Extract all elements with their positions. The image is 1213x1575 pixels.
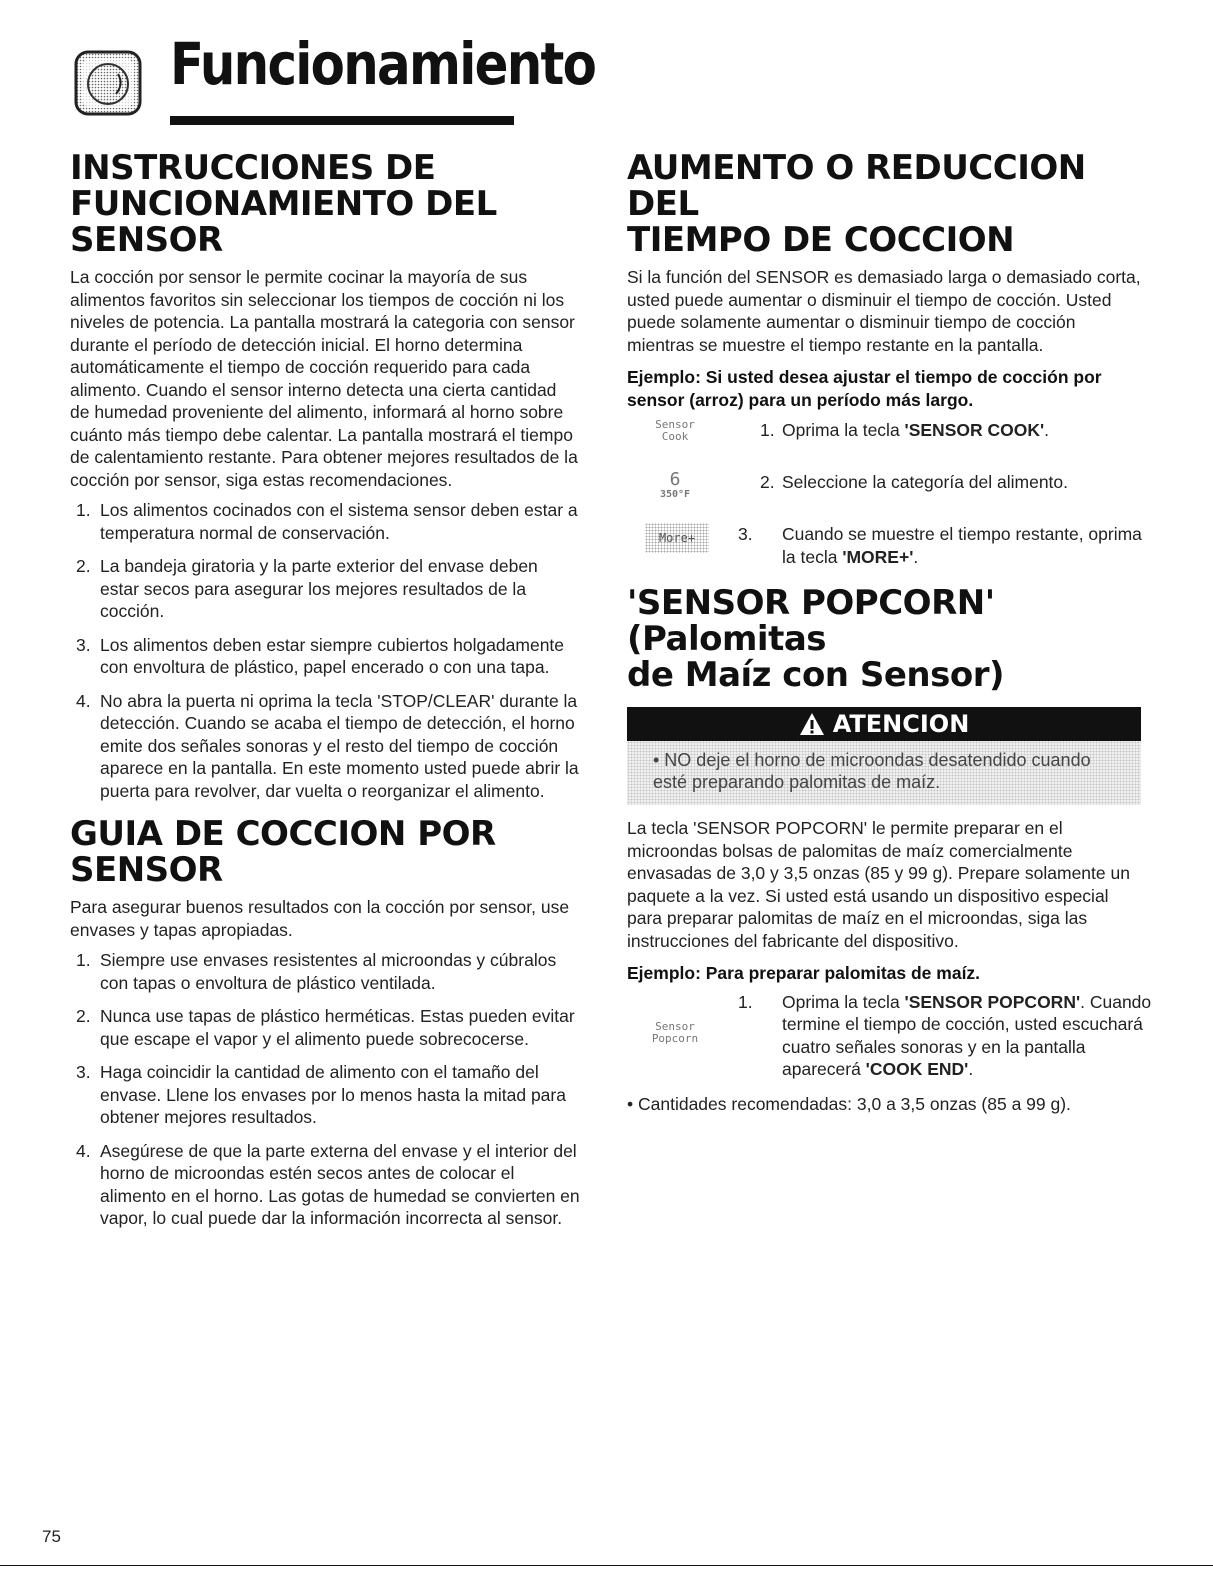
sensor-popcorn-heading (627, 585, 1147, 693)
display-message: 'COOK END' (865, 1059, 969, 1079)
left-column (70, 150, 580, 1241)
heading-line: SENSOR (70, 850, 223, 890)
item-text: La bandeja giratoria y la parte exterior del envase deben estar secos para asegurar los mejores resultados de la cocción. (100, 556, 538, 621)
step-text (760, 471, 1150, 494)
step-text-part: Seleccione la categoría del alimento. (782, 472, 1069, 492)
adjust-cooking-time-example: Ejemplo: Si usted desea ajustar el tiempo de cocción por sensor (arroz) para un período más largo. (627, 367, 1102, 410)
sensor-cooking-guide-heading (70, 816, 580, 888)
display-digit: 6 (669, 469, 681, 490)
item-text: Haga coincidir la cantidad de alimento con el tamaño del envase. Llene los envases por lo menos hasta la mitad para obtener mejores resultados. (100, 1062, 566, 1127)
sensor-instructions-section (70, 150, 580, 802)
list-item (70, 499, 580, 544)
recommended-quantities: • Cantidades recomendadas: 3,0 a 3,5 onzas (85 a 99 g). (627, 1093, 1071, 1114)
item-text: No abra la puerta ni oprima la tecla 'STOP/CLEAR' durante la detección. Cuando se acaba el tiempo de detección, el horno emite dos señales sonoras y el resto del tiempo de cocción aparece en la pantalla. En este momento usted puede abrir la puerta para revolver, dar vuelta o reorganizar el alimento. (100, 690, 579, 801)
display-icon (635, 471, 715, 501)
bottom-rule (0, 1565, 1213, 1566)
warning-triangle-icon (799, 712, 825, 736)
step-sensor-cook (627, 419, 1147, 467)
key-label: Popcorn (651, 1031, 699, 1045)
warning-box (627, 707, 1141, 805)
step-text-part: . Cuando termine el tiempo de cocción, usted escuchará cuatro señales sonoras y en la pantalla aparecerá (782, 991, 1152, 1079)
step-text-part: . (968, 1059, 974, 1079)
page-title: Funcionamiento (170, 30, 596, 98)
sensor-instructions-list (70, 499, 580, 802)
key-label: Sensor (655, 418, 695, 431)
title-underline (170, 116, 514, 125)
adjust-cooking-time-heading (627, 150, 1147, 258)
key-name: 'SENSOR POPCORN' (904, 991, 1081, 1012)
sensor-cook-key-icon (635, 419, 715, 443)
step-text (738, 991, 1152, 1081)
display-temperature: 350°F (659, 489, 691, 500)
list-item (70, 1061, 580, 1129)
item-number: 2. (76, 1006, 91, 1026)
heading-line: INSTRUCCIONES DE (70, 148, 436, 188)
item-number: 3. (76, 1062, 91, 1082)
heading-line: 'SENSOR POPCORN' (Palomitas (627, 583, 995, 659)
item-number: 1. (76, 500, 91, 520)
step-number: 1. (760, 420, 775, 440)
sensor-popcorn-example: Ejemplo: Para preparar palomitas de maíz. (627, 963, 981, 983)
heading-line: SENSOR (70, 220, 223, 260)
step-number: 3. (738, 524, 753, 544)
key-label: More+ (658, 531, 696, 545)
item-text: Los alimentos deben estar siempre cubiertos holgadamente con envoltura de plástico, papel encerado o con una tapa. (100, 634, 565, 677)
item-number: 3. (76, 634, 91, 655)
list-item (70, 949, 580, 994)
list-item (70, 690, 580, 803)
item-text: Los alimentos cocinados con el sistema sensor deben estar a temperatura normal de conservación. (100, 500, 578, 543)
sensor-cooking-guide-section (70, 816, 580, 1230)
item-number: 4. (76, 1140, 91, 1161)
list-item (70, 634, 580, 679)
sensor-cooking-guide-intro: Para asegurar buenos resultados con la cocción por sensor, use envases y tapas apropiadas. (70, 897, 570, 940)
adjust-cooking-time-section (627, 150, 1147, 575)
step-text-part: . (1044, 420, 1050, 440)
step-number: 1. (738, 991, 753, 1012)
heading-line: FUNCIONAMIENTO DEL (70, 184, 497, 224)
sensor-instructions-intro: La cocción por sensor le permite cocinar la mayoría de sus alimentos favoritos sin seleccionar los tiempos de cocción ni los niveles de potencia. La pantalla mostrará la categoria con sensor durante el período de detección inicial. El horno determina automáticamente el tiempo de cocción requerido para cada alimento. Cuando el sensor interno detecta una cierta cantidad de humedad proveniente del alimento, informará al horno sobre cuánto más tiempo debe calentar. La pantalla mostrará el tiempo de calentamiento restante. Para obtener mejores resultados de la cocción por sensor, siga estas recomendaciones. (70, 267, 578, 490)
step-sensor-popcorn (627, 991, 1152, 1089)
step-select-category (627, 471, 1147, 519)
item-number: 4. (76, 690, 91, 711)
item-text: Nunca use tapas de plástico herméticas. Estas pueden evitar que escape el vapor y el alimento puede sobrecocerse. (100, 1006, 575, 1049)
right-column (627, 148, 1152, 1115)
more-key-icon (645, 523, 709, 553)
heading-line: GUIA DE COCCION POR (70, 814, 496, 854)
sensor-popcorn-key-icon (635, 1021, 715, 1045)
key-label: Sensor (655, 1019, 695, 1033)
item-number: 2. (76, 556, 91, 576)
warning-title: ATENCION (832, 710, 970, 738)
step-text-part: Oprima la tecla (782, 420, 905, 440)
sensor-popcorn-section (627, 583, 1152, 1115)
warning-text: • NO deje el horno de microondas desatendido cuando esté preparando palomitas de maíz. (627, 741, 1141, 805)
page-number: 75 (42, 1527, 61, 1546)
key-name: 'SENSOR COOK' (904, 420, 1045, 440)
step-text-part: Oprima la tecla (782, 991, 905, 1012)
sensor-instructions-heading (70, 150, 580, 258)
step-text (760, 419, 1150, 442)
warning-header (627, 707, 1141, 741)
heading-line: TIEMPO DE COCCION (627, 220, 1015, 260)
cooking-guide-icon (70, 44, 146, 120)
step-text (738, 523, 1152, 568)
sensor-popcorn-intro: La tecla 'SENSOR POPCORN' le permite preparar en el microondas bolsas de palomitas de maíz comercialmente envasadas de 3,0 y 3,5 onzas (85 y 99 g). Prepare solamente un paquete a la vez. Si usted está usando un dispositivo especial para preparar palomitas de maíz en el microondas, siga las instrucciones del fabricante del dispositivo. (627, 818, 1130, 951)
heading-line: de Maíz con Sensor) (627, 655, 1005, 695)
list-item (70, 1140, 580, 1230)
item-text: Asegúrese de que la parte externa del envase y el interior del horno de microondas estén secos antes de colocar el alimento en el horno. Las gotas de humedad se convierten en vapor, lo cual puede dar la información incorrecta al sensor. (100, 1140, 580, 1228)
heading-line: AUMENTO O REDUCCION DEL (627, 148, 1086, 224)
list-item (70, 1005, 580, 1050)
key-name: 'MORE+' (842, 546, 914, 567)
sensor-cooking-guide-list (70, 949, 580, 1230)
step-number: 2. (760, 472, 775, 492)
step-text-part: Cuando se muestre el tiempo restante, oprima la tecla (782, 524, 1142, 567)
list-item (70, 555, 580, 623)
step-more (627, 523, 1147, 575)
adjust-cooking-time-intro: Si la función del SENSOR es demasiado larga o demasiado corta, usted puede aumentar o disminuir el tiempo de cocción. Usted puede solamente aumentar o disminuir tiempo de cocción mientras se muestre el tiempo restante en la pantalla. (627, 267, 1141, 355)
step-text-part: . (913, 546, 919, 567)
item-number: 1. (76, 950, 91, 970)
item-text: Siempre use envases resistentes al microondas y cúbralos con tapas o envoltura de plástico ventilada. (100, 950, 557, 993)
key-label: Cook (661, 430, 689, 443)
